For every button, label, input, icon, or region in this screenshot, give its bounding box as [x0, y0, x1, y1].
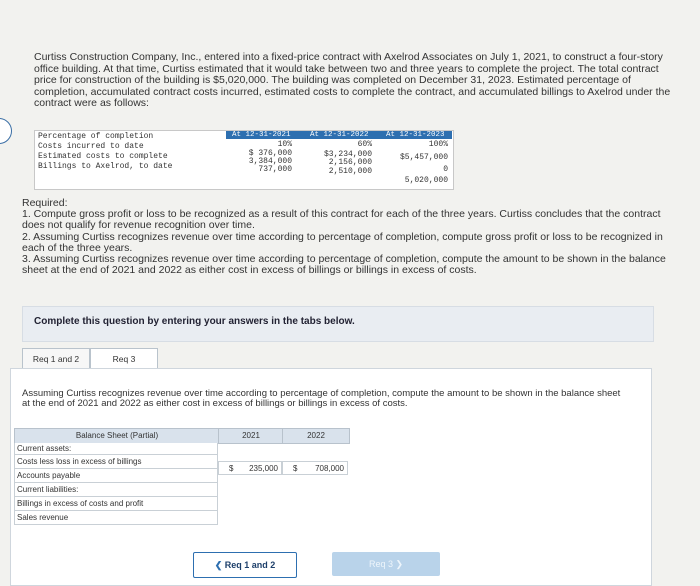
chevron-left-icon: ❮: [214, 560, 223, 570]
chevron-right-icon: ❯: [395, 559, 404, 569]
cell: 2,510,000: [328, 167, 372, 176]
bs-row-sales-revenue[interactable]: Sales revenue: [14, 511, 218, 525]
side-circle-icon: [0, 118, 12, 144]
required-heading: Required:: [22, 197, 68, 209]
header-2021: At 12-31-2021: [232, 131, 291, 139]
required-item-1: 1. Compute gross profit or loss to be recognized as a result of this contract for each of the three years. Curtiss concludes that the contract does not qualify for revenue recognition over time.: [22, 208, 661, 232]
row-label: Estimated costs to complete: [38, 152, 168, 161]
cell: 10%: [277, 140, 292, 149]
cell: 100%: [428, 140, 448, 149]
balance-sheet-title: Balance Sheet (Partial): [14, 428, 220, 444]
bs-row-current-assets: Current assets:: [14, 443, 218, 455]
bs-row-accounts-payable[interactable]: Accounts payable: [14, 469, 218, 483]
tab-req-3[interactable]: Req 3: [90, 348, 158, 370]
tab-req-1-and-2[interactable]: Req 1 and 2: [22, 348, 90, 370]
row-label: Costs incurred to date: [38, 142, 144, 151]
cell: 737,000: [258, 165, 292, 174]
column-header-2022: 2022: [282, 428, 350, 444]
prev-req-label: Req 1 and 2: [224, 560, 276, 570]
cell: 60%: [357, 140, 372, 149]
answer-2021-input[interactable]: [218, 461, 282, 475]
header-2023: At 12-31-2023: [386, 131, 445, 139]
cell: $ 376,000: [248, 149, 292, 158]
required-item-2: 2. Assuming Curtiss recognizes revenue over time according to percentage of completion, compute gross profit or loss to be recognized in each of the three years.: [22, 230, 663, 254]
row-label: Percentage of completion: [38, 132, 154, 141]
required-item-3: 3. Assuming Curtiss recognizes revenue over time according to percentage of completion, compute the amount to be shown in the balance sheet at the end of 2021 and 2022 as either cost in excess of billings or billings in excess of costs.: [22, 253, 666, 277]
next-req-button[interactable]: [332, 552, 440, 576]
cell: 3,384,000: [248, 157, 292, 166]
prev-req-button[interactable]: [193, 552, 297, 578]
currency-symbol: $: [293, 464, 298, 473]
bs-row-costs-in-excess[interactable]: Costs less loss in excess of billings: [14, 455, 218, 469]
bs-row-billings-in-excess[interactable]: Billings in excess of costs and profit: [14, 497, 218, 511]
problem-intro: Curtiss Construction Company, Inc., entered into a fixed-price contract with Axelrod Associates on July 1, 2021, to construct a four-story office building. At that time, Curtiss estimated that it would take between two and three years to complete the project. The total contract price for construction of the building is $5,020,000. The building was completed on December 31, 2023. Estimated percentage of completion, accumulated contract costs incurred, estimated costs to complete the contract, and accumulated billings to Axelrod under the contract were as follows:: [34, 51, 671, 110]
next-req-label: Req 3: [368, 559, 393, 569]
req3-instructions: Assuming Curtiss recognizes revenue over time according to percentage of completion, compute the amount to be shown in the balance sheet at the end of 2021 and 2022 as either cost in excess of billings or billings in excess of costs.: [22, 388, 621, 409]
header-2022: At 12-31-2022: [310, 131, 369, 139]
answer-2021-value: 235,000: [249, 464, 278, 473]
cell: $5,457,000: [399, 153, 448, 162]
answer-2022-value: 708,000: [315, 464, 344, 473]
cell: 5,020,000: [404, 176, 448, 185]
required-section: [22, 198, 672, 276]
column-header-2021: 2021: [218, 428, 284, 444]
cell: 0: [443, 165, 448, 174]
cell: 2,156,000: [328, 158, 372, 167]
bs-row-current-liabilities: Current liabilities:: [14, 483, 218, 497]
row-label: Billings to Axelrod, to date: [38, 162, 173, 171]
currency-symbol: $: [229, 464, 234, 473]
instructions-text: Complete this question by entering your answers in the tabs below.: [34, 316, 355, 327]
answer-2022-input[interactable]: [282, 461, 348, 475]
cell: $3,234,000: [323, 150, 372, 159]
